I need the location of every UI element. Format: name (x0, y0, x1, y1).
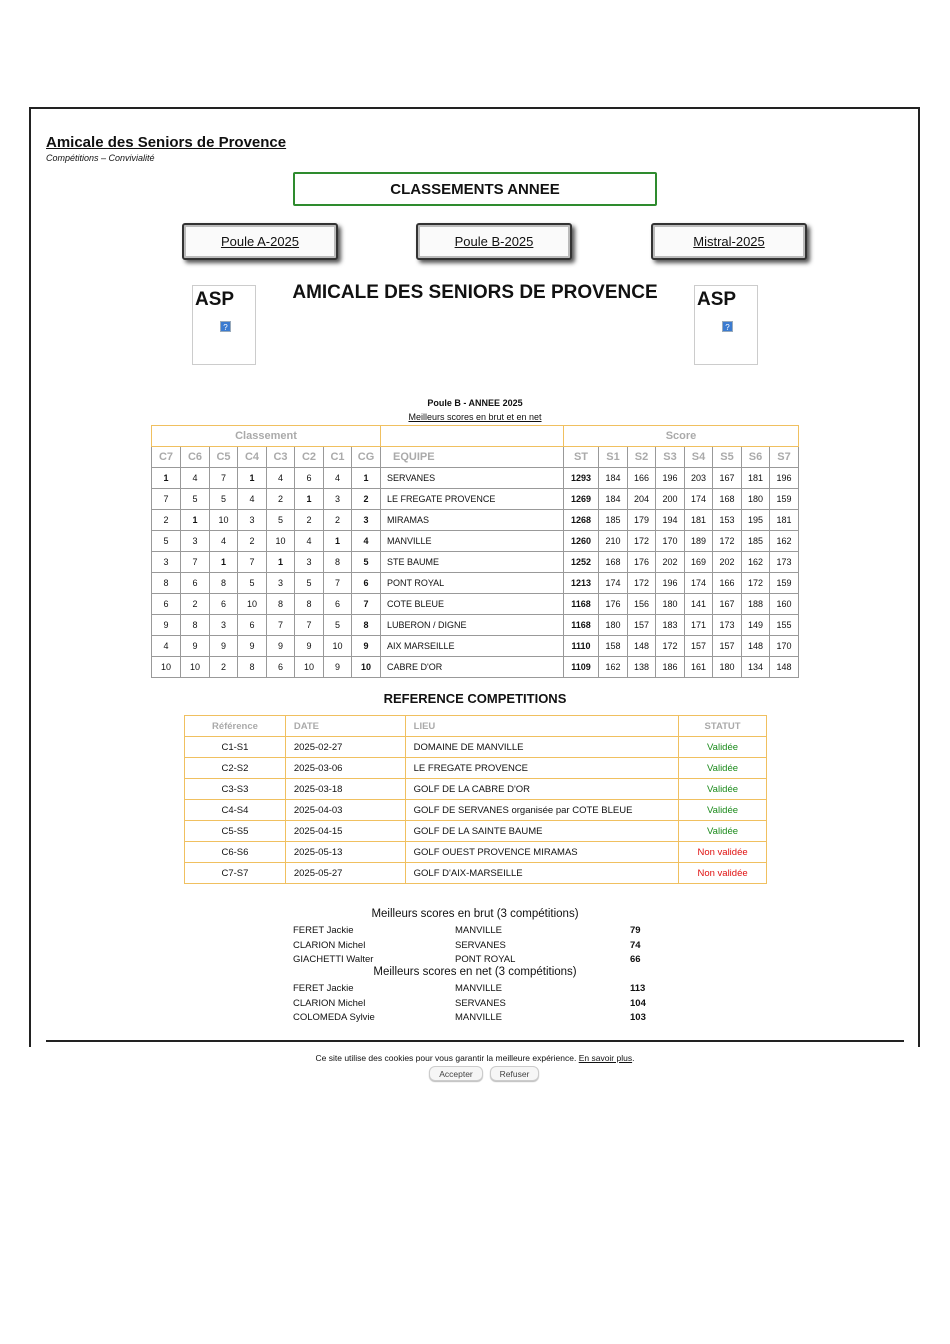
table-cell: 6 (267, 657, 295, 678)
table-cell: 3 (238, 510, 267, 531)
table-cell: 7 (295, 615, 324, 636)
table-cell: 188 (742, 594, 770, 615)
table-cell: 3 (181, 531, 210, 552)
table-cell: 6 (352, 573, 381, 594)
table-cell: 204 (628, 489, 656, 510)
column-header-c5: C5 (210, 447, 238, 468)
team-name-cell: COTE BLEUE (381, 594, 564, 615)
table-cell: 5 (324, 615, 352, 636)
table-cell: 170 (770, 636, 799, 657)
column-header-c1: C1 (324, 447, 352, 468)
status-cell: Validée (679, 758, 767, 779)
table-cell: 1168 (564, 594, 599, 615)
table-cell: 174 (685, 489, 713, 510)
table-cell: 153 (713, 510, 742, 531)
column-header-s1: S1 (599, 447, 628, 468)
table-cell: 156 (628, 594, 656, 615)
table-cell: 4 (152, 636, 181, 657)
table-cell: 172 (742, 573, 770, 594)
cookie-accept-button[interactable]: Accepter (429, 1066, 483, 1081)
table-cell: 3 (324, 489, 352, 510)
table-cell: 159 (770, 573, 799, 594)
table-cell: 158 (599, 636, 628, 657)
table-cell: 1 (295, 489, 324, 510)
table-cell: 157 (628, 615, 656, 636)
venue-cell: GOLF DE LA SAINTE BAUME (405, 821, 678, 842)
table-cell: 141 (685, 594, 713, 615)
column-header-s3: S3 (656, 447, 685, 468)
table-cell: 1 (181, 510, 210, 531)
group-header-score: Score (564, 426, 799, 447)
table-cell: 3 (295, 552, 324, 573)
table-cell: 2 (238, 531, 267, 552)
table-cell: 185 (742, 531, 770, 552)
table-cell: 180 (742, 489, 770, 510)
table-row (152, 468, 799, 489)
table-cell: 1 (238, 468, 267, 489)
table-cell: 9 (152, 615, 181, 636)
venue-cell: GOLF DE SERVANES organisée par COTE BLEUE (405, 800, 678, 821)
nav-button-mistral[interactable]: Mistral-2025 (651, 223, 807, 260)
player-club: MANVILLE (455, 925, 502, 936)
table-cell: 194 (656, 510, 685, 531)
player-score: 113 (630, 983, 646, 994)
table-cell: 9 (352, 636, 381, 657)
table-cell: 173 (713, 615, 742, 636)
table-cell: 9 (267, 636, 295, 657)
table-cell: 4 (267, 468, 295, 489)
table-cell: 5 (295, 573, 324, 594)
reference-title: REFERENCE COMPETITIONS (383, 691, 567, 706)
list-item (293, 1012, 653, 1026)
column-header-s4: S4 (685, 447, 713, 468)
column-header-equipe: EQUIPE (381, 447, 564, 468)
table-cell: 196 (770, 468, 799, 489)
table-cell: 203 (685, 468, 713, 489)
table-cell: 7 (210, 468, 238, 489)
table-cell: 196 (656, 573, 685, 594)
broken-image-icon: ? (722, 321, 733, 332)
table-cell: 200 (656, 489, 685, 510)
table-cell: 172 (628, 531, 656, 552)
table-cell: 157 (713, 636, 742, 657)
table-row (185, 821, 767, 842)
player-name: CLARION Michel (293, 997, 366, 1009)
table-cell: 2 (210, 657, 238, 678)
page-divider (46, 1040, 904, 1042)
table-cell: 7 (352, 594, 381, 615)
table-cell: 2 (295, 510, 324, 531)
table-cell: 180 (656, 594, 685, 615)
reference-cell: C3-S3 (185, 779, 286, 800)
table-cell: 180 (599, 615, 628, 636)
reference-cell: C1-S1 (185, 737, 286, 758)
table-cell: 202 (713, 552, 742, 573)
table-cell: 162 (599, 657, 628, 678)
table-cell: 4 (210, 531, 238, 552)
table-cell: 1213 (564, 573, 599, 594)
table-cell: 8 (181, 615, 210, 636)
table-cell: 148 (770, 657, 799, 678)
table-cell: 161 (685, 657, 713, 678)
table-cell: 5 (238, 573, 267, 594)
table-cell: 169 (685, 552, 713, 573)
table-row (185, 737, 767, 758)
table-cell: 8 (295, 594, 324, 615)
table-cell: 181 (685, 510, 713, 531)
table-cell: 4 (324, 468, 352, 489)
table-cell: 9 (210, 636, 238, 657)
table-row (152, 657, 799, 678)
team-name-cell: STE BAUME (381, 552, 564, 573)
table-cell: 1 (152, 468, 181, 489)
player-name: FERET Jackie (293, 925, 354, 936)
table-cell: 1269 (564, 489, 599, 510)
player-name: CLARION Michel (293, 939, 366, 951)
table-cell: 184 (599, 489, 628, 510)
table-cell: 1252 (564, 552, 599, 573)
table-cell: 176 (628, 552, 656, 573)
list-item (293, 998, 653, 1012)
table-cell: 1260 (564, 531, 599, 552)
table-cell: 2 (324, 510, 352, 531)
table-cell: 148 (628, 636, 656, 657)
table-cell: 4 (238, 489, 267, 510)
column-header-s7: S7 (770, 447, 799, 468)
date-cell: 2025-04-03 (285, 800, 405, 821)
table-cell: 1 (352, 468, 381, 489)
table-cell: 1168 (564, 615, 599, 636)
table-cell: 4 (181, 468, 210, 489)
reference-cell: C4-S4 (185, 800, 286, 821)
table-cell: 1 (267, 552, 295, 573)
table-cell: 168 (599, 552, 628, 573)
column-header-s2: S2 (628, 447, 656, 468)
status-cell: Non validée (679, 863, 767, 884)
table-cell: 170 (656, 531, 685, 552)
table-row (152, 510, 799, 531)
table-cell: 9 (295, 636, 324, 657)
table-cell: 4 (352, 531, 381, 552)
table-cell: 138 (628, 657, 656, 678)
table-cell: 176 (599, 594, 628, 615)
table-cell: 6 (210, 594, 238, 615)
status-cell: Non validée (679, 842, 767, 863)
table-cell: 8 (267, 594, 295, 615)
status-cell: Validée (679, 779, 767, 800)
cookie-period: . (632, 1053, 635, 1063)
reference-cell: C7-S7 (185, 863, 286, 884)
page-heading: CLASSEMENTS ANNEE (293, 172, 657, 206)
column-header-s6: S6 (742, 447, 770, 468)
team-name-cell: CABRE D'OR (381, 657, 564, 678)
table-cell: 174 (685, 573, 713, 594)
status-cell: Validée (679, 821, 767, 842)
table-row (152, 531, 799, 552)
table-row (185, 758, 767, 779)
team-name-cell: LUBERON / DIGNE (381, 615, 564, 636)
table-row (185, 800, 767, 821)
broken-image-icon: ? (220, 321, 231, 332)
table-cell: 6 (295, 468, 324, 489)
player-score: 66 (630, 954, 641, 965)
ref-column-header: Référence (185, 716, 286, 737)
table-cell: 5 (152, 531, 181, 552)
banner-title: AMICALE DES SENIORS DE PROVENCE (292, 282, 658, 303)
venue-cell: LE FREGATE PROVENCE (405, 758, 678, 779)
table-cell: 7 (267, 615, 295, 636)
list-item (293, 983, 653, 997)
table-cell: 166 (628, 468, 656, 489)
team-name-cell: MANVILLE (381, 531, 564, 552)
table-cell: 186 (656, 657, 685, 678)
column-header-s5: S5 (713, 447, 742, 468)
table-cell: 179 (628, 510, 656, 531)
table-cell: 173 (770, 552, 799, 573)
status-cell: Validée (679, 737, 767, 758)
nav-button-poule-b[interactable]: Poule B-2025 (416, 223, 572, 260)
table-row (185, 842, 767, 863)
table-cell: 6 (238, 615, 267, 636)
table-cell: 160 (770, 594, 799, 615)
table-cell: 10 (352, 657, 381, 678)
table-cell: 1 (324, 531, 352, 552)
table-cell: 172 (656, 636, 685, 657)
table-cell: 180 (713, 657, 742, 678)
table-cell: 10 (238, 594, 267, 615)
table-cell: 9 (324, 657, 352, 678)
column-header-c7: C7 (152, 447, 181, 468)
team-name-cell: SERVANES (381, 468, 564, 489)
player-club: SERVANES (455, 939, 506, 951)
table-cell: 2 (267, 489, 295, 510)
table-cell: 1109 (564, 657, 599, 678)
column-header-c4: C4 (238, 447, 267, 468)
ref-column-header: LIEU (405, 716, 678, 737)
site-title[interactable]: Amicale des Seniors de Provence (46, 134, 287, 151)
ref-column-header: DATE (285, 716, 405, 737)
table-row (152, 636, 799, 657)
table-cell: 3 (210, 615, 238, 636)
team-name-cell: LE FREGATE PROVENCE (381, 489, 564, 510)
team-name-cell: MIRAMAS (381, 510, 564, 531)
table-cell: 2 (152, 510, 181, 531)
player-score: 104 (630, 997, 646, 1009)
table-cell: 10 (210, 510, 238, 531)
table-cell: 1110 (564, 636, 599, 657)
table-cell: 166 (713, 573, 742, 594)
table-cell: 9 (238, 636, 267, 657)
table-cell: 5 (352, 552, 381, 573)
player-club: PONT ROYAL (455, 954, 516, 965)
table-cell: 8 (324, 552, 352, 573)
table-cell: 210 (599, 531, 628, 552)
list-item (293, 940, 653, 954)
table-cell: 202 (656, 552, 685, 573)
table-cell: 6 (181, 573, 210, 594)
table-row (152, 552, 799, 573)
date-cell: 2025-03-18 (285, 779, 405, 800)
table-row (152, 573, 799, 594)
logo-text: ASP (195, 289, 235, 310)
table-cell: 1268 (564, 510, 599, 531)
player-club: SERVANES (455, 997, 506, 1009)
player-score: 103 (630, 1012, 646, 1023)
table-cell: 189 (685, 531, 713, 552)
table-cell: 184 (599, 468, 628, 489)
table-cell: 162 (770, 531, 799, 552)
reference-cell: C5-S5 (185, 821, 286, 842)
ref-column-header: STATUT (679, 716, 767, 737)
best-brut-title: Meilleurs scores en brut (3 compétitions) (371, 908, 579, 920)
table-cell: 3 (152, 552, 181, 573)
best-net-title: Meilleurs scores en net (3 compétitions) (373, 966, 577, 978)
table-cell: 167 (713, 468, 742, 489)
player-score: 74 (630, 939, 641, 951)
table-cell: 10 (152, 657, 181, 678)
column-header-c2: C2 (295, 447, 324, 468)
date-cell: 2025-05-13 (285, 842, 405, 863)
table-cell: 4 (295, 531, 324, 552)
logo-text: ASP (697, 289, 737, 310)
player-club: MANVILLE (455, 1012, 502, 1023)
cookie-text: Ce site utilise des cookies pour vous garantir la meilleure expérience. (315, 1053, 577, 1063)
table-cell: 10 (324, 636, 352, 657)
table-row (152, 489, 799, 510)
column-header-c3: C3 (267, 447, 295, 468)
table-cell: 9 (181, 636, 210, 657)
table-cell: 6 (324, 594, 352, 615)
table-row (152, 594, 799, 615)
site-subtitle: Compétitions – Convivialité (46, 153, 155, 163)
table-cell: 8 (352, 615, 381, 636)
table-cell: 8 (152, 573, 181, 594)
date-cell: 2025-02-27 (285, 737, 405, 758)
table-cell: 134 (742, 657, 770, 678)
table-cell: 171 (685, 615, 713, 636)
player-name: FERET Jackie (293, 983, 354, 994)
player-score: 79 (630, 925, 641, 936)
table-cell: 167 (713, 594, 742, 615)
table-cell: 159 (770, 489, 799, 510)
cookie-banner (200, 1053, 750, 1063)
cookie-refuse-button[interactable]: Refuser (490, 1066, 539, 1081)
cookie-learn-more-link[interactable]: En savoir plus (578, 1053, 633, 1063)
table-cell: 8 (210, 573, 238, 594)
ranking-table (151, 425, 799, 678)
table-row (185, 779, 767, 800)
date-cell: 2025-03-06 (285, 758, 405, 779)
table-cell: 162 (742, 552, 770, 573)
table-cell: 5 (210, 489, 238, 510)
table-cell: 172 (713, 531, 742, 552)
date-cell: 2025-04-15 (285, 821, 405, 842)
table-cell: 174 (599, 573, 628, 594)
logo-left (192, 285, 256, 365)
table-cell: 168 (713, 489, 742, 510)
table-cell: 2 (181, 594, 210, 615)
table-cell: 6 (152, 594, 181, 615)
table-cell: 183 (656, 615, 685, 636)
table-cell: 10 (181, 657, 210, 678)
player-club: MANVILLE (455, 983, 502, 994)
venue-cell: GOLF DE LA CABRE D'OR (405, 779, 678, 800)
table-cell: 155 (770, 615, 799, 636)
table-row (185, 863, 767, 884)
ranking-title: Poule B - ANNEE 2025 (427, 398, 523, 408)
table-cell: 181 (742, 468, 770, 489)
team-name-cell: PONT ROYAL (381, 573, 564, 594)
table-cell: 172 (628, 573, 656, 594)
table-cell: 185 (599, 510, 628, 531)
reference-table (184, 715, 767, 884)
table-cell: 157 (685, 636, 713, 657)
logo-right (694, 285, 758, 365)
table-cell: 8 (238, 657, 267, 678)
column-header-c6: C6 (181, 447, 210, 468)
venue-cell: GOLF D'AIX-MARSEILLE (405, 863, 678, 884)
venue-cell: DOMAINE DE MANVILLE (405, 737, 678, 758)
group-header-empty (381, 426, 564, 447)
table-cell: 195 (742, 510, 770, 531)
table-cell: 7 (238, 552, 267, 573)
column-header-st: ST (564, 447, 599, 468)
team-name-cell: AIX MARSEILLE (381, 636, 564, 657)
table-cell: 149 (742, 615, 770, 636)
table-cell: 10 (295, 657, 324, 678)
table-cell: 7 (324, 573, 352, 594)
table-cell: 7 (152, 489, 181, 510)
ranking-subtitle[interactable]: Meilleurs scores en brut et en net (408, 412, 542, 422)
player-name: COLOMEDA Sylvie (293, 1012, 375, 1023)
table-row (152, 615, 799, 636)
list-item (293, 925, 653, 939)
table-cell: 7 (181, 552, 210, 573)
table-cell: 10 (267, 531, 295, 552)
player-name: GIACHETTI Walter (293, 954, 374, 965)
table-cell: 148 (742, 636, 770, 657)
status-cell: Validée (679, 800, 767, 821)
table-cell: 3 (267, 573, 295, 594)
venue-cell: GOLF OUEST PROVENCE MIRAMAS (405, 842, 678, 863)
table-cell: 2 (352, 489, 381, 510)
table-cell: 196 (656, 468, 685, 489)
table-cell: 5 (267, 510, 295, 531)
table-cell: 181 (770, 510, 799, 531)
table-cell: 3 (352, 510, 381, 531)
column-header-cg: CG (352, 447, 381, 468)
date-cell: 2025-05-27 (285, 863, 405, 884)
table-cell: 1 (210, 552, 238, 573)
nav-button-poule-a[interactable]: Poule A-2025 (182, 223, 338, 260)
reference-cell: C2-S2 (185, 758, 286, 779)
reference-cell: C6-S6 (185, 842, 286, 863)
table-cell: 1293 (564, 468, 599, 489)
table-cell: 5 (181, 489, 210, 510)
group-header-classement: Classement (152, 426, 381, 447)
